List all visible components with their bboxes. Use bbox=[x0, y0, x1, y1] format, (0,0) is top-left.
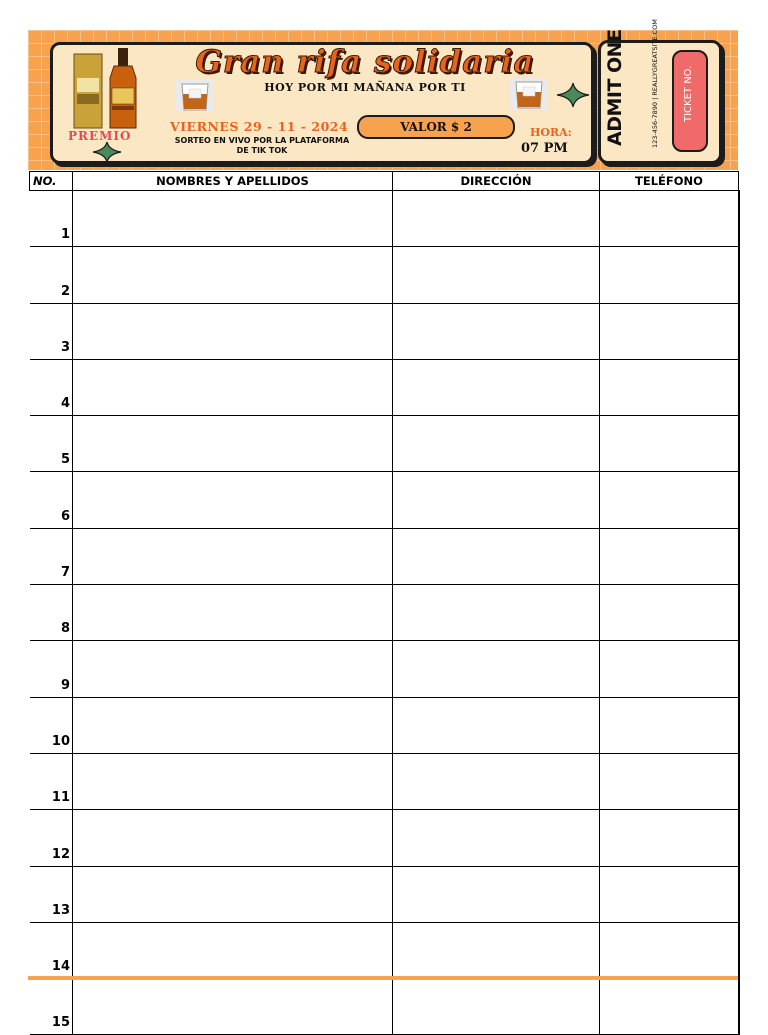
name-cell[interactable] bbox=[73, 810, 393, 866]
phone-cell[interactable] bbox=[600, 979, 739, 1035]
table-row bbox=[30, 528, 739, 584]
raffle-subtitle: HOY POR MI MAÑANA POR TI bbox=[264, 81, 466, 94]
phone-cell[interactable] bbox=[600, 585, 739, 641]
registration-table bbox=[29, 171, 740, 1035]
row-number: 5 bbox=[30, 416, 73, 472]
address-cell[interactable] bbox=[393, 528, 600, 584]
address-cell[interactable] bbox=[393, 303, 600, 359]
row-number: 13 bbox=[30, 866, 73, 922]
table-row bbox=[30, 697, 739, 753]
address-cell[interactable] bbox=[393, 922, 600, 978]
column-header-address: DIRECCIÓN bbox=[393, 172, 600, 191]
address-cell[interactable] bbox=[393, 753, 600, 809]
row-number: 11 bbox=[30, 753, 73, 809]
column-header-number: NO. bbox=[30, 172, 73, 191]
address-cell[interactable] bbox=[393, 979, 600, 1035]
column-header-name: NOMBRES Y APELLIDOS bbox=[73, 172, 393, 191]
address-cell[interactable] bbox=[393, 585, 600, 641]
name-cell[interactable] bbox=[73, 191, 393, 247]
name-cell[interactable] bbox=[73, 979, 393, 1035]
phone-cell[interactable] bbox=[600, 472, 739, 528]
price-pill: VALOR $ 2 bbox=[357, 115, 515, 139]
phone-cell[interactable] bbox=[600, 922, 739, 978]
sparkle-icon bbox=[92, 141, 122, 163]
whisky-bottle-icon bbox=[72, 48, 150, 130]
name-cell[interactable] bbox=[73, 416, 393, 472]
sparkle-icon bbox=[556, 82, 590, 108]
name-cell[interactable] bbox=[73, 359, 393, 415]
row-number: 8 bbox=[30, 585, 73, 641]
name-cell[interactable] bbox=[73, 528, 393, 584]
row-number: 10 bbox=[30, 697, 73, 753]
stub-contact-text: 123-456-7890 | REALLYGREATSITE.COM bbox=[651, 19, 659, 148]
draw-platform-line: DE TIK TOK bbox=[236, 146, 288, 155]
name-cell[interactable] bbox=[73, 753, 393, 809]
table-row bbox=[30, 359, 739, 415]
address-cell[interactable] bbox=[393, 416, 600, 472]
address-cell[interactable] bbox=[393, 866, 600, 922]
ticket-number-label: TICKET NO. bbox=[683, 65, 694, 122]
name-cell[interactable] bbox=[73, 697, 393, 753]
name-cell[interactable] bbox=[73, 922, 393, 978]
phone-cell[interactable] bbox=[600, 697, 739, 753]
table-row bbox=[30, 641, 739, 697]
address-cell[interactable] bbox=[393, 191, 600, 247]
table-row bbox=[30, 191, 739, 247]
phone-cell[interactable] bbox=[600, 753, 739, 809]
draw-platform-line: SORTEO EN VIVO POR LA PLATAFORMA bbox=[174, 136, 350, 145]
name-cell[interactable] bbox=[73, 303, 393, 359]
address-cell[interactable] bbox=[393, 247, 600, 303]
address-cell[interactable] bbox=[393, 641, 600, 697]
name-cell[interactable] bbox=[73, 472, 393, 528]
row-number: 4 bbox=[30, 359, 73, 415]
row-number: 6 bbox=[30, 472, 73, 528]
table-row bbox=[30, 247, 739, 303]
row-number: 3 bbox=[30, 303, 73, 359]
row-number: 14 bbox=[30, 922, 73, 978]
phone-cell[interactable] bbox=[600, 359, 739, 415]
address-cell[interactable] bbox=[393, 359, 600, 415]
name-cell[interactable] bbox=[73, 641, 393, 697]
time-value: 07 PM bbox=[521, 141, 568, 156]
table-row bbox=[30, 866, 739, 922]
row-number: 2 bbox=[30, 247, 73, 303]
table-row bbox=[30, 922, 739, 978]
draw-platform-note bbox=[162, 136, 362, 156]
phone-cell[interactable] bbox=[600, 303, 739, 359]
address-cell[interactable] bbox=[393, 472, 600, 528]
row-number: 15 bbox=[30, 979, 73, 1035]
time-label: HORA: bbox=[530, 126, 572, 139]
name-cell[interactable] bbox=[73, 866, 393, 922]
whisky-glass-icon bbox=[174, 78, 216, 114]
name-cell[interactable] bbox=[73, 247, 393, 303]
raffle-title: Gran rifa solidaria bbox=[195, 44, 535, 80]
address-cell[interactable] bbox=[393, 810, 600, 866]
prize-label: PREMIO bbox=[68, 129, 132, 143]
footer-band bbox=[28, 976, 738, 980]
name-cell[interactable] bbox=[73, 585, 393, 641]
table-row bbox=[30, 303, 739, 359]
table-row bbox=[30, 585, 739, 641]
table-row bbox=[30, 979, 739, 1035]
phone-cell[interactable] bbox=[600, 866, 739, 922]
phone-cell[interactable] bbox=[600, 416, 739, 472]
phone-cell[interactable] bbox=[600, 247, 739, 303]
phone-cell[interactable] bbox=[600, 641, 739, 697]
row-number: 1 bbox=[30, 191, 73, 247]
row-number: 9 bbox=[30, 641, 73, 697]
table-row bbox=[30, 810, 739, 866]
row-number: 12 bbox=[30, 810, 73, 866]
row-number: 7 bbox=[30, 528, 73, 584]
phone-cell[interactable] bbox=[600, 810, 739, 866]
address-cell[interactable] bbox=[393, 697, 600, 753]
phone-cell[interactable] bbox=[600, 528, 739, 584]
table-row bbox=[30, 753, 739, 809]
table-row bbox=[30, 472, 739, 528]
admit-one-label: ADMIT ONE bbox=[604, 29, 626, 146]
table-header-row bbox=[30, 172, 739, 191]
table-row bbox=[30, 416, 739, 472]
phone-cell[interactable] bbox=[600, 191, 739, 247]
column-header-phone: TELÉFONO bbox=[600, 172, 739, 191]
draw-date: VIERNES 29 - 11 - 2024 bbox=[170, 119, 349, 134]
